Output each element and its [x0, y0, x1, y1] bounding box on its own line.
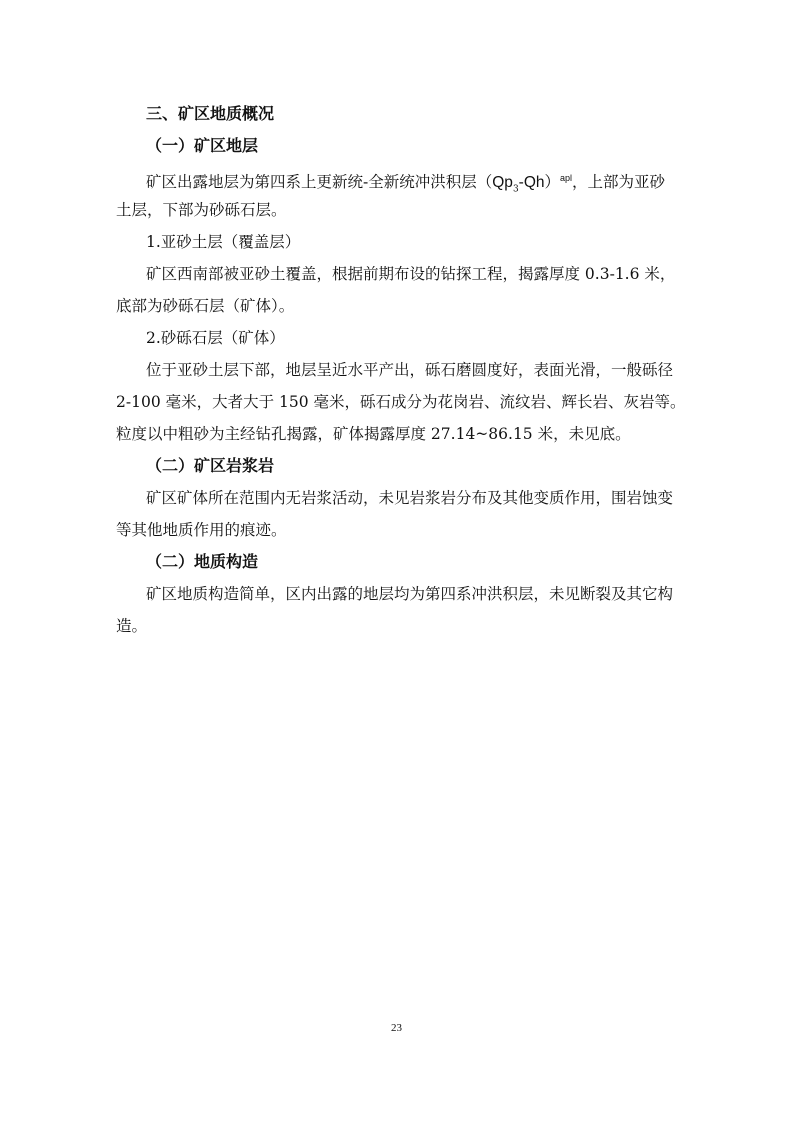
- formula-subscript: 3: [512, 184, 519, 195]
- structure-line2: 造。: [116, 617, 148, 635]
- formula-part: Qp: [492, 174, 513, 192]
- magmatic-line1: 矿区矿体所在范围内无岩浆活动，未见岩浆岩分布及其他变质作用，围岩蚀变: [146, 489, 674, 507]
- paragraph-strata-line2: 土层，下部为砂砾石层。: [116, 201, 287, 219]
- item1-title: 1.亚砂土层（覆盖层）: [146, 233, 301, 251]
- subsection-heading-magmatic: （二）矿区岩浆岩: [146, 456, 275, 475]
- page-number: 23: [391, 1022, 402, 1034]
- paragraph-text: ，上部为亚砂: [572, 173, 666, 192]
- item2-line3: 粒度以中粗砂为主经钻孔揭露，矿体揭露厚度 27.14~86.15 米，未见底。: [116, 425, 631, 443]
- magmatic-line2: 等其他地质作用的痕迹。: [116, 521, 287, 539]
- item1-line1: 矿区西南部被亚砂土覆盖，根据前期布设的钻探工程，揭露厚度 0.3-1.6 米，: [146, 265, 676, 283]
- item2-line2: 2-100 毫米，大者大于 150 毫米，砾石成分为花岗岩、流纹岩、辉长岩、灰岩等。: [116, 393, 686, 411]
- item2-title: 2.砂砾石层（矿体）: [146, 329, 285, 347]
- paragraph-text: 矿区出露地层为第四系上更新统-全新统冲洪积层（: [146, 173, 493, 192]
- item2-line1: 位于亚砂土层下部，地层呈近水平产出，砾石磨圆度好，表面光滑，一般砾径: [146, 361, 674, 379]
- item1-line2: 底部为砂砾石层（矿体）。: [116, 297, 295, 315]
- formula-part: -Qh: [518, 174, 545, 192]
- formula-superscript: apl: [560, 173, 573, 183]
- subsection-heading-strata: （一）矿区地层: [146, 136, 259, 155]
- paragraph-strata-line1: [146, 167, 688, 200]
- subsection-heading-structure: （二）地质构造: [146, 552, 259, 571]
- structure-line1: 矿区地质构造简单，区内出露的地层均为第四系冲洪积层，未见断裂及其它构: [146, 585, 674, 603]
- section-title: 三、矿区地质概况: [146, 104, 275, 123]
- paragraph-text: ）: [544, 173, 561, 192]
